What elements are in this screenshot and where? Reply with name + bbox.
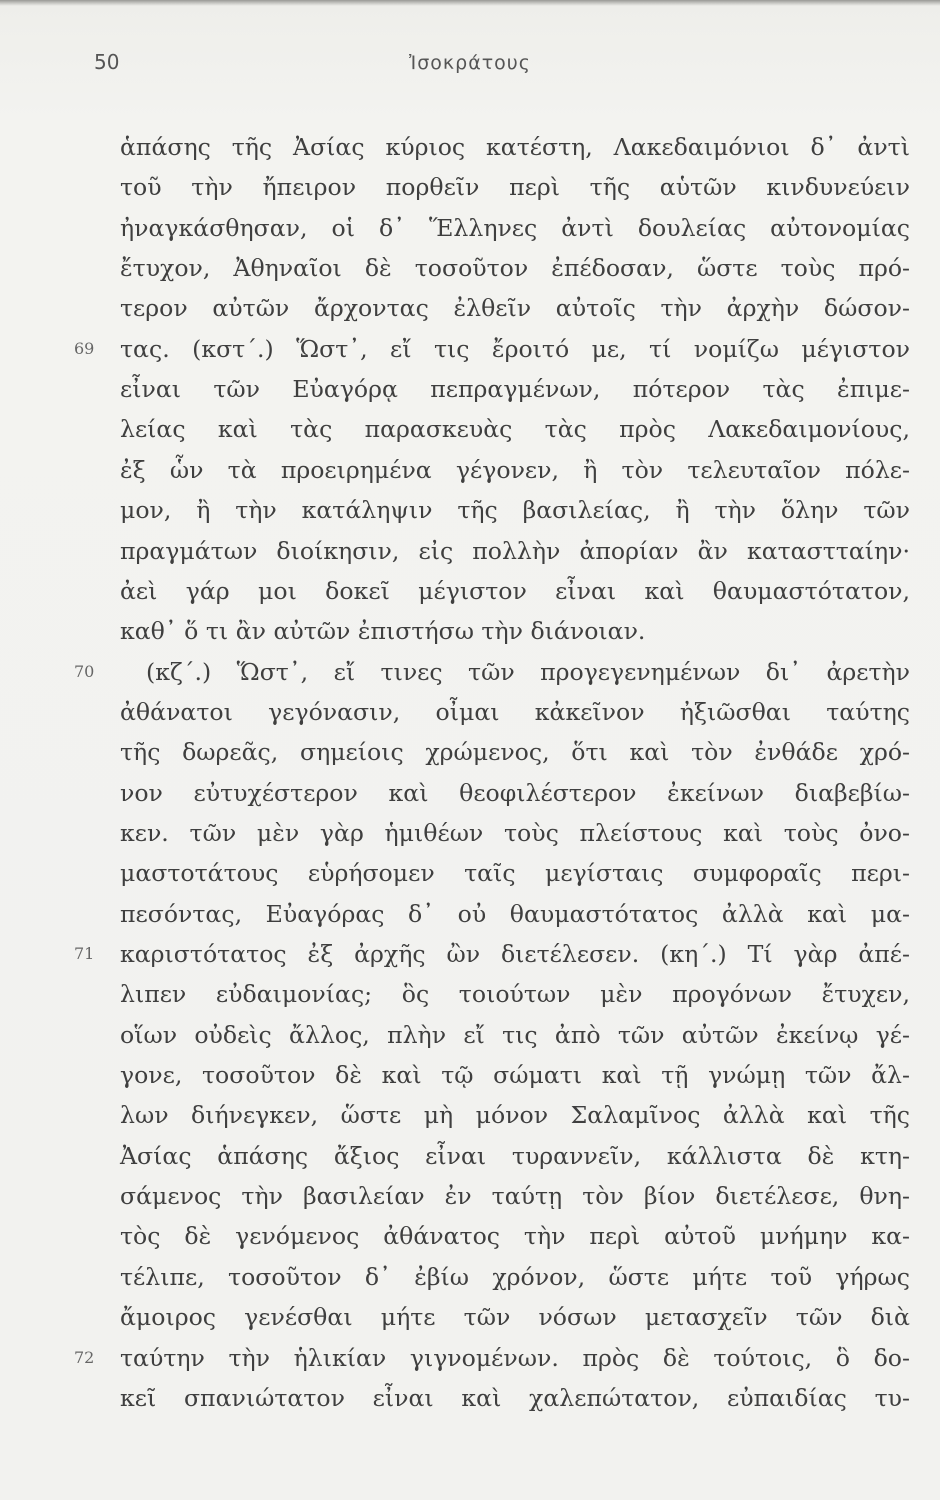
text-line: Ἀσίας ἁπάσης ἄξιος εἶναι τυραννεῖν, κάλλιστα δὲ κτη-	[120, 1142, 910, 1170]
text-line: καθ᾽ ὅ τι ἂν αὐτῶν ἐπιστήσω τὴν διάνοιαν.	[120, 617, 646, 645]
running-head: Ἰσοκράτους	[409, 52, 531, 74]
text-line: εἶναι τῶν Εὐαγόρᾳ πεπραγμένων, πότερον τὰς ἐπιμε-	[120, 375, 910, 403]
text-line: τοῦ τὴν ἤπειρον πορθεῖν περὶ τῆς αὑτῶν κινδυνεύειν	[120, 173, 910, 201]
text-line: τας. (κστ΄.) Ὥστ᾽, εἴ τις ἔροιτό με, τί νομίζω μέγιστον	[120, 335, 910, 363]
text-line: ἠναγκάσθησαν, οἱ δ᾽ Ἕλληνες ἀντὶ δουλείας αὐτονομίας	[120, 214, 910, 242]
text-line: ἄμοιρος γενέσθαι μήτε τῶν νόσων μετασχεῖν τῶν διὰ	[120, 1303, 910, 1331]
text-line: πραγμάτων διοίκησιν, εἰς πολλὴν ἀπορίαν ἂν καταστταίην·	[120, 537, 910, 565]
text-line: ἐξ ὧν τὰ προειρημένα γέγονεν, ἢ τὸν τελευταῖον πόλε-	[120, 456, 910, 484]
text-line: σάμενος τὴν βασιλείαν ἐν ταύτῃ τὸν βίον διετέλεσε, θνη-	[120, 1182, 910, 1210]
page-number: 50	[94, 50, 120, 74]
text-line: νον εὐτυχέστερον καὶ θεοφιλέστερον ἐκείνων διαβεβίω-	[120, 779, 910, 807]
text-line: (κζ΄.) Ὥστ᾽, εἴ τινες τῶν προγεγενημένων δι᾽ ἀρετὴν	[146, 658, 910, 686]
text-line: κεῖ σπανιώτατον εἶναι καὶ χαλεπώτατον, εὐπαιδίας τυ-	[120, 1384, 910, 1412]
section-number: 72	[74, 1348, 95, 1367]
text-line: πεσόντας, Εὐαγόρας δ᾽ οὐ θαυμαστότατος ἀλλὰ καὶ μα-	[120, 900, 910, 928]
section-number: 69	[74, 339, 95, 358]
text-line: τὸς δὲ γενόμενος ἀθάνατος τὴν περὶ αὐτοῦ μνήμην κα-	[120, 1222, 910, 1250]
text-line: οἵων οὐδεὶς ἄλλος, πλὴν εἴ τις ἀπὸ τῶν αὐτῶν ἐκείνῳ γέ-	[120, 1021, 910, 1049]
text-line: ἁπάσης τῆς Ἀσίας κύριος κατέστη, Λακεδαιμόνιοι δ᾽ ἀντὶ	[120, 133, 910, 161]
text-line: λων διήνεγκεν, ὥστε μὴ μόνον Σαλαμῖνος ἀλλὰ καὶ τῆς	[120, 1101, 910, 1129]
text-line: μαστοτάτους εὑρήσομεν ταῖς μεγίσταις συμφοραῖς περι-	[120, 859, 910, 887]
text-line: κεν. τῶν μὲν γὰρ ἡμιθέων τοὺς πλείστους καὶ τοὺς ὀνο-	[120, 819, 910, 847]
page-top-edge	[0, 0, 940, 6]
text-line: τέλιπε, τοσοῦτον δ᾽ ἐβίω χρόνον, ὥστε μήτε τοῦ γήρως	[120, 1263, 910, 1291]
text-line: καριστότατος ἐξ ἀρχῆς ὢν διετέλεσεν. (κη΄.) Τί γὰρ ἀπέ-	[120, 940, 910, 968]
text-line: ἔτυχον, Ἀθηναῖοι δὲ τοσοῦτον ἐπέδοσαν, ὥστε τοὺς πρό-	[120, 254, 910, 282]
text-line: λείας καὶ τὰς παρασκευὰς τὰς πρὸς Λακεδαιμονίους,	[120, 415, 910, 443]
text-line: ταύτην τὴν ἡλικίαν γιγνομένων. πρὸς δὲ τούτοις, ὃ δο-	[120, 1344, 910, 1372]
text-line: ἀεὶ γάρ μοι δοκεῖ μέγιστον εἶναι καὶ θαυμαστότατον,	[120, 577, 910, 605]
text-line: ἀθάνατοι γεγόνασιν, οἶμαι κἀκεῖνον ἠξιῶσθαι ταύτης	[120, 698, 910, 726]
text-line: τερον αὐτῶν ἄρχοντας ἐλθεῖν αὐτοῖς τὴν ἀρχὴν δώσον-	[120, 294, 910, 322]
text-line: γονε, τοσοῦτον δὲ καὶ τῷ σώματι καὶ τῇ γνώμῃ τῶν ἄλ-	[120, 1061, 910, 1089]
text-line: τῆς δωρεᾶς, σημείοις χρώμενος, ὅτι καὶ τὸν ἐνθάδε χρό-	[120, 738, 910, 766]
section-number: 70	[74, 662, 95, 681]
text-line: λιπεν εὐδαιμονίας; ὃς τοιούτων μὲν προγόνων ἔτυχεν,	[120, 980, 910, 1008]
section-number: 71	[74, 944, 95, 963]
text-line: μον, ἢ τὴν κατάληψιν τῆς βασιλείας, ἢ τὴν ὅλην τῶν	[120, 496, 910, 524]
